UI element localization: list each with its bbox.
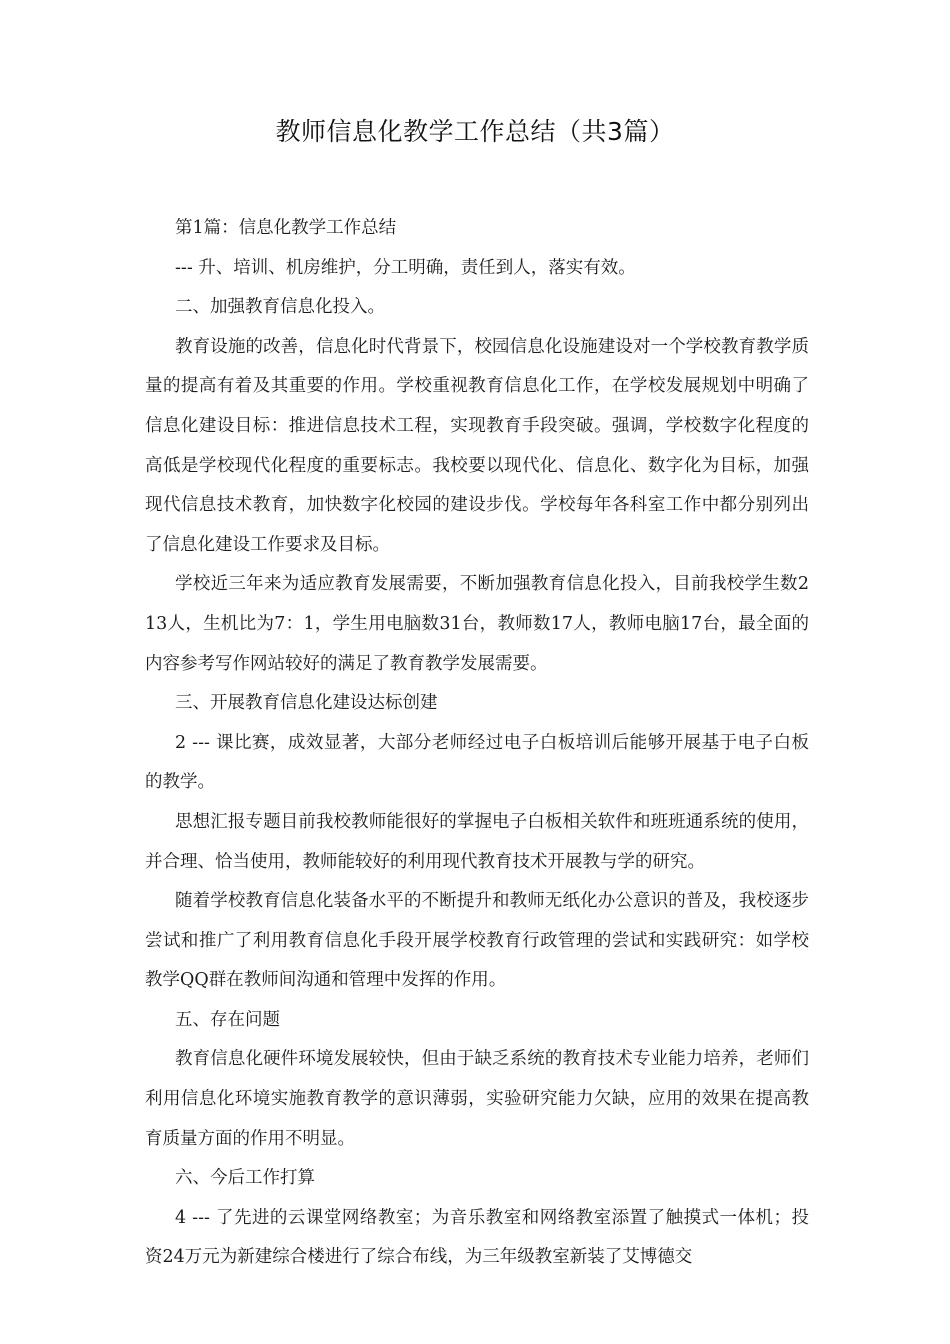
paragraph: 4 --- 了先进的云课堂网络教室；为音乐教室和网络教室添置了触摸式一体机；投资24万元为新建综合楼进行了综合布线，为三年级教室新装了艾博德交 xyxy=(145,1207,809,1268)
paragraph: 2 --- 课比赛，成效显著，大部分老师经过电子白板培训后能够开展基于电子白板的教学。 xyxy=(145,732,809,793)
paragraph: 思想汇报专题目前我校教师能很好的掌握电子白板相关软件和班班通系统的使用，并合理、恰当使用，教师能较好的利用现代教育技术开展教与学的研究。 xyxy=(145,811,809,872)
paragraph: 学校近三年来为适应教育发展需要，不断加强教育信息化投入，目前我校学生数213人，生机比为7：1，学生用电脑数31台，教师数17人，教师电脑17台，最全面的内容参考写作网站较好的满足了教育教学发展需要。 xyxy=(145,574,809,674)
paragraph-heading-two: 二、加强教育信息化投入。 xyxy=(175,297,385,318)
paragraph-section-heading: 第1篇：信息化教学工作总结 xyxy=(175,218,397,238)
paragraph-heading-six: 六、今后工作打算 xyxy=(175,1168,315,1189)
paragraph: 教育设施的改善，信息化时代背景下，校园信息化设施建设对一个学校教育教学质量的提高有着及其重要的作用。学校重视教育信息化工作，在学校发展规划中明确了信息化建设目标：推进信息技术工程，实现教育手段突破。强调，学校数字化程度的高低是学校现代化程度的重要标志。我校要以现代化、信息化、数字化为目标，加强现代信息技术教育，加快数字化校园的建设步伐。学校每年各科室工作中都分别列出了信息化建设工作要求及目标。 xyxy=(145,336,809,555)
document-body xyxy=(145,209,809,1278)
paragraph-heading-three: 三、开展教育信息化建设达标创建 xyxy=(175,693,438,714)
paragraph: --- 升、培训、机房维护，分工明确，责任到人，落实有效。 xyxy=(175,257,636,278)
paragraph: 随着学校教育信息化装备水平的不断提升和教师无纸化办公意识的普及，我校逐步尝试和推广了利用教育信息化手段开展学校教育行政管理的尝试和实践研究：如学校教学QQ群在教师间沟通和管理中发挥的作用。 xyxy=(145,891,809,991)
paragraph-heading-five: 五、存在问题 xyxy=(175,1009,280,1030)
paragraph: 教育信息化硬件环境发展较快，但由于缺乏系统的教育技术专业能力培养，老师们利用信息化环境实施教育教学的意识薄弱，实验研究能力欠缺，应用的效果在提高教育质量方面的作用不明显。 xyxy=(145,1049,809,1149)
document-title: 教师信息化教学工作总结（共3篇） xyxy=(275,117,675,146)
